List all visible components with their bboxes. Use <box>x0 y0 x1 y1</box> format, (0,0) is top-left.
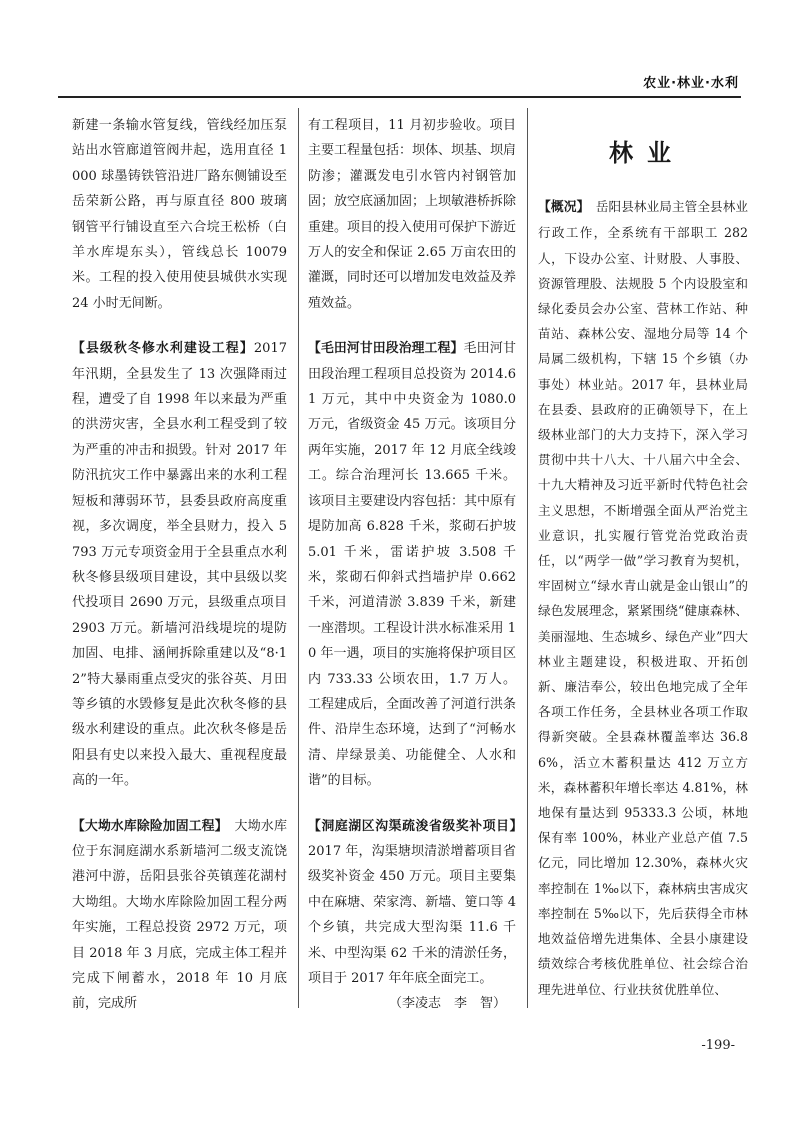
running-header: 农业·林业·水利 <box>643 76 739 91</box>
section-title: 【洞庭湖区沟渠疏浚省级奖补项目】 <box>308 818 516 834</box>
section-dayao-reservoir <box>72 814 287 1017</box>
section-title: 【大坳水库除险加固工程】 <box>72 818 222 834</box>
section-county-autumn-winter-water <box>72 336 287 793</box>
section-body: 大坳水库位于东洞庭湖水系新墙河二级支流饶港河中游，岳阳县张谷英镇莲花湖村大坳组。大坳水库除险加固工程分两年实施，工程总投资 2972 万元，项目 2018 年 3 月底，完成主体工程并完成下闸蓄水，2018 年 10 月底前，完成所 <box>72 818 287 1012</box>
chapter-title: 林业 <box>609 139 685 167</box>
section-body: 2017 年，沟渠塘坝清淤增蓄项目省级奖补资金 450 万元。项目主要集中在麻塘、荣家湾、新墙、筻口等 4 个乡镇，共完成大型沟渠 11.6 千米、中型沟渠 62 千米的清淤任务，项目于 2017 年年底全面完工。 <box>308 843 516 986</box>
column-3 <box>538 113 748 1002</box>
paragraph: 有工程项目，11 月初步验收。项目主要工程量包括：坝体、坝基、坝肩防渗；灌溉发电引水管内衬钢管加固；放空底涵加固；上坝敏港桥拆除重建。项目的投入使用可保护下游近万人的安全和保证 2.65 万亩农田的灌溉，同时还可以增加发电效益及养殖效益。 <box>308 118 517 311</box>
section-maotian-river <box>308 336 516 793</box>
section-title: 【概况】 <box>538 200 584 216</box>
column-divider <box>527 108 528 1008</box>
page-number: -199- <box>701 1038 735 1053</box>
section-body: 2017 年汛期，全县发生了 13 次强降雨过程，遭受了自 1998 年以来最为严重的洪涝灾害，全县水利工程受到了较为严重的冲击和损毁。针对 2017 年防汛抗灾工作中暴露出来的水利工程短板和薄弱环节，县委县政府高度重视，多次调度，举全县财力，投入 5793 万元专项资金用于全县重点水利秋冬修县级项目建设，其中县级以奖代投项目 2690 万元，县级重点项目 2903 万元。新墙河沿线堤垸的堤防加固、电排、涵闸拆除重建以及“8·12”特大暴雨重点受灾的张谷英、月田等乡镇的水毁修复是此次秋冬修的县级水利建设的重点。此次秋冬修是岳阳县有史以来投入最大、重视程度最高的一年。 <box>72 341 287 789</box>
section-body: 毛田河甘田段治理工程项目总投资为 2014.61 万元，其中中央资金为 1080.0 万元，省级资金 45 万元。该项目分两年实施，2017 年 12 月底全线竣工。综合治理河长 13.665 千米。该项目主要建设内容包括：其中原有堤防加高 6.828 千米，浆砌石护坡 5.01 千米，雷诺护坡 3.508 千米，浆砌石仰斜式挡墙护岸 0.662 千米，河道清淤 3.839 千米，新建一座潜坝。工程设计洪水标准采用 10 年一遇，项目的实施将保护项目区内 733.33 公顷农田，1.7 万人。工程建成后，全面改善了河道行洪条件、沿岸生态环境，达到了“河畅水清、岸绿景美、功能健全、人水和谐”的目标。 <box>308 341 517 789</box>
byline: （李凌志 李 智） <box>388 996 506 1012</box>
column-2 <box>308 113 516 1017</box>
section-body: 岳阳县林业局主管全县林业行政工作，全系统有干部职工 282 人，下设办公室、计财股、人事股、资源管理股、法规股 5 个内设股室和绿化委员会办公室、营林工作站、种苗站、森林公安、湿地分局等 14 个局属二级机构，下辖 15 个乡镇（办事处）林业站。2017 年，县林业局在县委、县政府的正确领导下，在上级林业部门的大力支持下，深入学习贯彻中共十八大、十八届六中全会、十九大精神及习近平新时代特色社会主义思想，不断增强全面从严治党主业意识，扎实履行管党治党政治责任，以“两学一做”学习教育为契机，牢固树立“绿水青山就是金山银山”的绿色发展理念，紧紧围绕“健康森林、美丽湿地、生态城乡、绿色产业”四大林业主题建设，积极进取、开拓创新、廉洁奉公，较出色地完成了全年各项工作任务，全县林业各项工作取得新突破。全县森林覆盖率达 36.86%，活立木蓄积量达 412 万立方米，森林蓄积年增长率达 4.81%，林地保有量达到 95333.3 公顷，林地保有率 100%，林业产业总产值 7.5 亿元，同比增加 12.30%，森林火灾率控制在 1‰以下，森林病虫害成灾率控制在 5‰以下，先后获得全市林地效益倍增先进集体、全县小康建设绩效综合考核优胜单位、社会综合治理先进单位、行业扶贫优胜单位、 <box>538 199 749 997</box>
section-title: 【毛田河甘田段治理工程】 <box>308 341 464 357</box>
section-title: 【县级秋冬修水利建设工程】 <box>72 341 254 357</box>
column-divider <box>298 108 299 1008</box>
section-dongting-ditch-dredging <box>308 814 516 992</box>
header-rule <box>58 96 741 98</box>
column-1 <box>72 113 287 1017</box>
section-overview <box>538 194 748 1002</box>
paragraph: 新建一条输水管复线，管线经加压泵站出水管廊道管阀井起，选用直径 1000 球墨铸铁管沿进厂路东侧铺设至岳荣新公路，再与原直径 800 玻璃钢管平行铺设直至六合垸王松桥（白羊水库堤东头），管线总长 10079 米。工程的投入使用使县城供水实现 24 小时无间断。 <box>72 118 287 311</box>
